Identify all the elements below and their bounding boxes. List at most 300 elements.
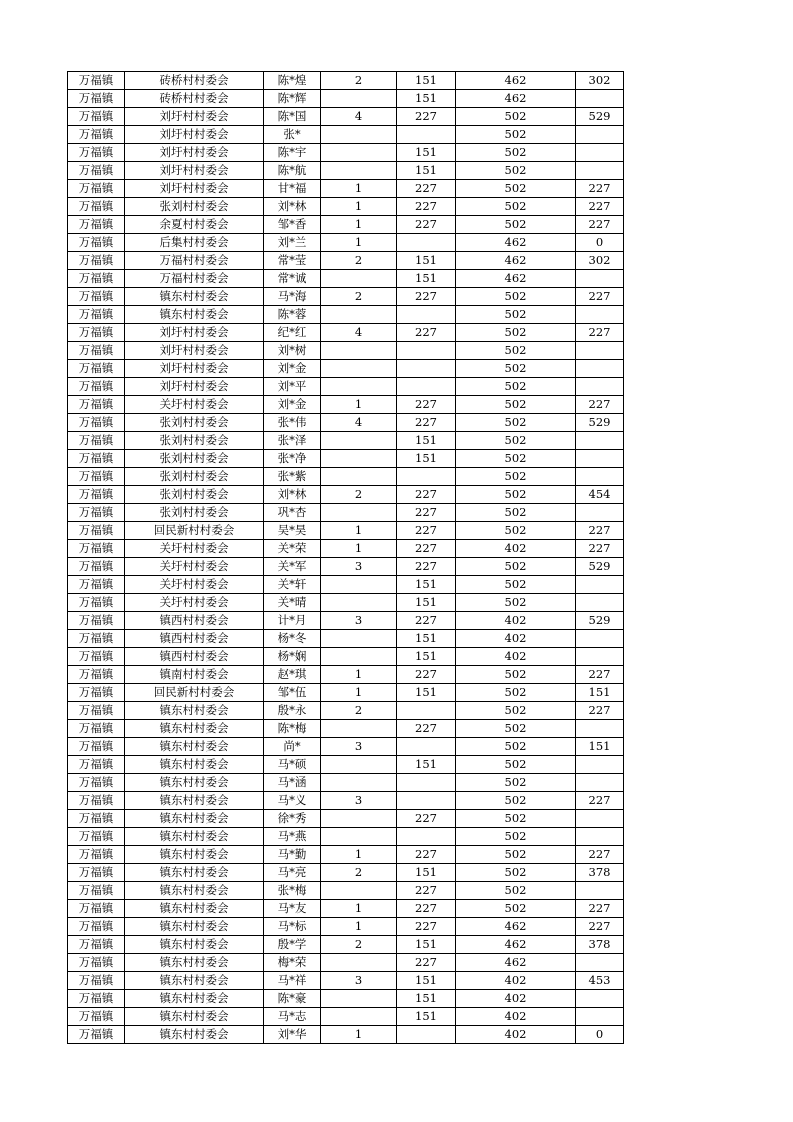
- name-cell: 马*志: [264, 1008, 321, 1026]
- amount-b-cell: 402: [456, 972, 576, 990]
- total-cell: [576, 432, 624, 450]
- household-size-cell: 4: [321, 324, 397, 342]
- amount-b-cell: 502: [456, 576, 576, 594]
- amount-a-cell: 151: [397, 72, 456, 90]
- household-size-cell: [321, 882, 397, 900]
- name-cell: 纪*红: [264, 324, 321, 342]
- amount-b-cell: 502: [456, 702, 576, 720]
- amount-b-cell: 502: [456, 450, 576, 468]
- total-cell: [576, 954, 624, 972]
- table-row: [68, 1008, 624, 1026]
- town-cell: 万福镇: [68, 468, 125, 486]
- name-cell: 殷*学: [264, 936, 321, 954]
- table-row: [68, 522, 624, 540]
- name-cell: 张*净: [264, 450, 321, 468]
- total-cell: 151: [576, 684, 624, 702]
- town-cell: 万福镇: [68, 432, 125, 450]
- amount-a-cell: 151: [397, 648, 456, 666]
- village-committee-cell: 镇东村村委会: [125, 972, 264, 990]
- name-cell: 陈*蓉: [264, 306, 321, 324]
- amount-b-cell: 462: [456, 270, 576, 288]
- amount-b-cell: 502: [456, 468, 576, 486]
- village-committee-cell: 镇西村村委会: [125, 630, 264, 648]
- amount-a-cell: 227: [397, 954, 456, 972]
- town-cell: 万福镇: [68, 396, 125, 414]
- household-size-cell: 2: [321, 936, 397, 954]
- total-cell: [576, 720, 624, 738]
- household-size-cell: [321, 756, 397, 774]
- amount-b-cell: 402: [456, 540, 576, 558]
- village-committee-cell: 镇东村村委会: [125, 864, 264, 882]
- household-size-cell: [321, 144, 397, 162]
- name-cell: 张*伟: [264, 414, 321, 432]
- table-row: [68, 378, 624, 396]
- household-size-cell: [321, 648, 397, 666]
- name-cell: 张*: [264, 126, 321, 144]
- village-committee-cell: 砖桥村村委会: [125, 90, 264, 108]
- amount-b-cell: 502: [456, 684, 576, 702]
- amount-b-cell: 502: [456, 594, 576, 612]
- village-committee-cell: 镇南村村委会: [125, 666, 264, 684]
- town-cell: 万福镇: [68, 270, 125, 288]
- name-cell: 关*晴: [264, 594, 321, 612]
- town-cell: 万福镇: [68, 540, 125, 558]
- total-cell: [576, 504, 624, 522]
- table-row: [68, 504, 624, 522]
- amount-a-cell: 151: [397, 450, 456, 468]
- village-committee-cell: 镇东村村委会: [125, 900, 264, 918]
- amount-b-cell: 402: [456, 990, 576, 1008]
- village-committee-cell: 镇东村村委会: [125, 792, 264, 810]
- household-size-cell: [321, 270, 397, 288]
- town-cell: 万福镇: [68, 792, 125, 810]
- household-size-cell: [321, 468, 397, 486]
- town-cell: 万福镇: [68, 522, 125, 540]
- name-cell: 陈*辉: [264, 90, 321, 108]
- amount-a-cell: 151: [397, 576, 456, 594]
- village-committee-cell: 关圩村村委会: [125, 540, 264, 558]
- household-size-cell: 2: [321, 252, 397, 270]
- town-cell: 万福镇: [68, 90, 125, 108]
- amount-a-cell: [397, 828, 456, 846]
- household-size-cell: 2: [321, 486, 397, 504]
- amount-a-cell: 227: [397, 108, 456, 126]
- total-cell: 302: [576, 72, 624, 90]
- amount-b-cell: 502: [456, 720, 576, 738]
- household-size-cell: [321, 306, 397, 324]
- household-size-cell: [321, 774, 397, 792]
- amount-b-cell: 502: [456, 396, 576, 414]
- amount-b-cell: 502: [456, 882, 576, 900]
- amount-b-cell: 502: [456, 810, 576, 828]
- amount-b-cell: 502: [456, 108, 576, 126]
- amount-a-cell: 151: [397, 990, 456, 1008]
- name-cell: 刘*华: [264, 1026, 321, 1044]
- town-cell: 万福镇: [68, 684, 125, 702]
- town-cell: 万福镇: [68, 612, 125, 630]
- household-size-cell: 4: [321, 108, 397, 126]
- table-row: [68, 756, 624, 774]
- amount-b-cell: 502: [456, 774, 576, 792]
- table-row: [68, 414, 624, 432]
- amount-a-cell: 227: [397, 918, 456, 936]
- town-cell: 万福镇: [68, 180, 125, 198]
- amount-b-cell: 502: [456, 828, 576, 846]
- amount-a-cell: 151: [397, 684, 456, 702]
- table-row: [68, 882, 624, 900]
- total-cell: 227: [576, 180, 624, 198]
- total-cell: 378: [576, 864, 624, 882]
- name-cell: 马*祥: [264, 972, 321, 990]
- table-row: [68, 954, 624, 972]
- total-cell: [576, 756, 624, 774]
- amount-b-cell: 502: [456, 216, 576, 234]
- name-cell: 关*轩: [264, 576, 321, 594]
- town-cell: 万福镇: [68, 324, 125, 342]
- total-cell: [576, 90, 624, 108]
- records-table-body: [68, 72, 624, 1044]
- household-size-cell: 1: [321, 666, 397, 684]
- name-cell: 陈*宇: [264, 144, 321, 162]
- village-committee-cell: 刘圩村村委会: [125, 180, 264, 198]
- village-committee-cell: 刘圩村村委会: [125, 108, 264, 126]
- town-cell: 万福镇: [68, 108, 125, 126]
- amount-a-cell: 227: [397, 666, 456, 684]
- table-row: [68, 558, 624, 576]
- table-row: [68, 216, 624, 234]
- name-cell: 巩*杏: [264, 504, 321, 522]
- household-size-cell: 3: [321, 792, 397, 810]
- village-committee-cell: 张刘村村委会: [125, 468, 264, 486]
- amount-b-cell: 502: [456, 504, 576, 522]
- village-committee-cell: 镇东村村委会: [125, 936, 264, 954]
- table-row: [68, 702, 624, 720]
- household-size-cell: [321, 432, 397, 450]
- table-row: [68, 144, 624, 162]
- town-cell: 万福镇: [68, 558, 125, 576]
- household-size-cell: 1: [321, 900, 397, 918]
- household-size-cell: 4: [321, 414, 397, 432]
- table-row: [68, 990, 624, 1008]
- town-cell: 万福镇: [68, 306, 125, 324]
- table-row: [68, 720, 624, 738]
- household-size-cell: [321, 828, 397, 846]
- total-cell: [576, 468, 624, 486]
- amount-b-cell: 402: [456, 612, 576, 630]
- total-cell: 227: [576, 324, 624, 342]
- table-row: [68, 846, 624, 864]
- household-size-cell: 1: [321, 234, 397, 252]
- village-committee-cell: 关圩村村委会: [125, 558, 264, 576]
- amount-a-cell: 151: [397, 630, 456, 648]
- amount-b-cell: 462: [456, 954, 576, 972]
- town-cell: 万福镇: [68, 576, 125, 594]
- town-cell: 万福镇: [68, 162, 125, 180]
- amount-a-cell: 151: [397, 864, 456, 882]
- town-cell: 万福镇: [68, 1026, 125, 1044]
- amount-a-cell: [397, 378, 456, 396]
- amount-b-cell: 462: [456, 90, 576, 108]
- amount-a-cell: [397, 234, 456, 252]
- household-size-cell: 3: [321, 558, 397, 576]
- amount-b-cell: 462: [456, 252, 576, 270]
- town-cell: 万福镇: [68, 900, 125, 918]
- village-committee-cell: 镇东村村委会: [125, 306, 264, 324]
- amount-a-cell: [397, 702, 456, 720]
- town-cell: 万福镇: [68, 252, 125, 270]
- household-size-cell: [321, 576, 397, 594]
- table-row: [68, 324, 624, 342]
- household-size-cell: 1: [321, 846, 397, 864]
- table-row: [68, 108, 624, 126]
- total-cell: [576, 144, 624, 162]
- amount-b-cell: 502: [456, 522, 576, 540]
- village-committee-cell: 刘圩村村委会: [125, 162, 264, 180]
- total-cell: [576, 774, 624, 792]
- amount-b-cell: 402: [456, 1008, 576, 1026]
- table-row: [68, 540, 624, 558]
- village-committee-cell: 镇西村村委会: [125, 612, 264, 630]
- village-committee-cell: 镇东村村委会: [125, 702, 264, 720]
- household-size-cell: [321, 162, 397, 180]
- total-cell: [576, 990, 624, 1008]
- total-cell: 227: [576, 198, 624, 216]
- amount-b-cell: 502: [456, 144, 576, 162]
- village-committee-cell: 镇东村村委会: [125, 756, 264, 774]
- village-committee-cell: 万福村村委会: [125, 252, 264, 270]
- town-cell: 万福镇: [68, 630, 125, 648]
- village-committee-cell: 镇东村村委会: [125, 720, 264, 738]
- total-cell: 227: [576, 216, 624, 234]
- total-cell: [576, 342, 624, 360]
- town-cell: 万福镇: [68, 972, 125, 990]
- name-cell: 马*亮: [264, 864, 321, 882]
- amount-b-cell: 502: [456, 126, 576, 144]
- village-committee-cell: 镇东村村委会: [125, 1026, 264, 1044]
- amount-a-cell: 227: [397, 198, 456, 216]
- household-size-cell: 2: [321, 288, 397, 306]
- town-cell: 万福镇: [68, 990, 125, 1008]
- village-committee-cell: 张刘村村委会: [125, 486, 264, 504]
- amount-a-cell: [397, 774, 456, 792]
- table-row: [68, 612, 624, 630]
- village-committee-cell: 张刘村村委会: [125, 504, 264, 522]
- name-cell: 陈*煌: [264, 72, 321, 90]
- name-cell: 吴*昊: [264, 522, 321, 540]
- amount-b-cell: 462: [456, 918, 576, 936]
- name-cell: 陈*梅: [264, 720, 321, 738]
- total-cell: [576, 378, 624, 396]
- amount-b-cell: 502: [456, 486, 576, 504]
- table-row: [68, 738, 624, 756]
- name-cell: 马*涵: [264, 774, 321, 792]
- town-cell: 万福镇: [68, 216, 125, 234]
- amount-b-cell: 502: [456, 792, 576, 810]
- town-cell: 万福镇: [68, 126, 125, 144]
- amount-b-cell: 502: [456, 198, 576, 216]
- amount-a-cell: [397, 126, 456, 144]
- village-committee-cell: 回民新村村委会: [125, 684, 264, 702]
- table-row: [68, 252, 624, 270]
- amount-a-cell: 151: [397, 1008, 456, 1026]
- village-committee-cell: 镇东村村委会: [125, 828, 264, 846]
- table-row: [68, 432, 624, 450]
- total-cell: 0: [576, 1026, 624, 1044]
- household-size-cell: 1: [321, 1026, 397, 1044]
- town-cell: 万福镇: [68, 486, 125, 504]
- name-cell: 常*诚: [264, 270, 321, 288]
- household-size-cell: [321, 378, 397, 396]
- total-cell: 529: [576, 108, 624, 126]
- total-cell: [576, 306, 624, 324]
- total-cell: [576, 630, 624, 648]
- total-cell: [576, 360, 624, 378]
- village-committee-cell: 后集村村委会: [125, 234, 264, 252]
- amount-a-cell: 227: [397, 900, 456, 918]
- amount-a-cell: 227: [397, 558, 456, 576]
- amount-a-cell: 227: [397, 396, 456, 414]
- name-cell: 邹*伍: [264, 684, 321, 702]
- table-row: [68, 288, 624, 306]
- village-committee-cell: 镇东村村委会: [125, 990, 264, 1008]
- amount-b-cell: 502: [456, 288, 576, 306]
- total-cell: 227: [576, 846, 624, 864]
- name-cell: 陈*豪: [264, 990, 321, 1008]
- amount-a-cell: [397, 468, 456, 486]
- amount-a-cell: [397, 342, 456, 360]
- table-row: [68, 774, 624, 792]
- amount-b-cell: 502: [456, 324, 576, 342]
- table-row: [68, 306, 624, 324]
- amount-a-cell: [397, 306, 456, 324]
- town-cell: 万福镇: [68, 1008, 125, 1026]
- table-row: [68, 396, 624, 414]
- name-cell: 张*梅: [264, 882, 321, 900]
- amount-a-cell: 151: [397, 144, 456, 162]
- total-cell: 227: [576, 918, 624, 936]
- total-cell: 529: [576, 558, 624, 576]
- amount-b-cell: 502: [456, 360, 576, 378]
- table-row: [68, 810, 624, 828]
- town-cell: 万福镇: [68, 882, 125, 900]
- total-cell: 378: [576, 936, 624, 954]
- household-size-cell: [321, 1008, 397, 1026]
- table-row: [68, 198, 624, 216]
- amount-b-cell: 502: [456, 378, 576, 396]
- name-cell: 计*月: [264, 612, 321, 630]
- amount-b-cell: 462: [456, 72, 576, 90]
- town-cell: 万福镇: [68, 72, 125, 90]
- amount-a-cell: 227: [397, 846, 456, 864]
- village-committee-cell: 万福村村委会: [125, 270, 264, 288]
- amount-a-cell: [397, 738, 456, 756]
- total-cell: 529: [576, 414, 624, 432]
- amount-b-cell: 502: [456, 414, 576, 432]
- village-committee-cell: 镇东村村委会: [125, 810, 264, 828]
- amount-b-cell: 402: [456, 648, 576, 666]
- village-committee-cell: 镇东村村委会: [125, 288, 264, 306]
- amount-a-cell: [397, 360, 456, 378]
- table-row: [68, 684, 624, 702]
- total-cell: 0: [576, 234, 624, 252]
- amount-a-cell: 227: [397, 810, 456, 828]
- name-cell: 关*荣: [264, 540, 321, 558]
- amount-a-cell: 151: [397, 252, 456, 270]
- town-cell: 万福镇: [68, 288, 125, 306]
- table-row: [68, 468, 624, 486]
- table-row: [68, 936, 624, 954]
- town-cell: 万福镇: [68, 738, 125, 756]
- amount-b-cell: 502: [456, 666, 576, 684]
- name-cell: 常*莹: [264, 252, 321, 270]
- table-row: [68, 792, 624, 810]
- household-size-cell: 2: [321, 72, 397, 90]
- household-size-cell: 1: [321, 198, 397, 216]
- town-cell: 万福镇: [68, 702, 125, 720]
- name-cell: 刘*金: [264, 360, 321, 378]
- table-row: [68, 234, 624, 252]
- table-row: [68, 270, 624, 288]
- name-cell: 刘*树: [264, 342, 321, 360]
- household-size-cell: [321, 342, 397, 360]
- household-size-cell: [321, 630, 397, 648]
- name-cell: 马*义: [264, 792, 321, 810]
- village-committee-cell: 镇东村村委会: [125, 918, 264, 936]
- total-cell: [576, 828, 624, 846]
- name-cell: 刘*兰: [264, 234, 321, 252]
- table-row: [68, 342, 624, 360]
- name-cell: 陈*国: [264, 108, 321, 126]
- table-row: [68, 630, 624, 648]
- table-row: [68, 918, 624, 936]
- amount-a-cell: 227: [397, 486, 456, 504]
- amount-b-cell: 502: [456, 846, 576, 864]
- name-cell: 张*紫: [264, 468, 321, 486]
- amount-a-cell: 151: [397, 936, 456, 954]
- name-cell: 杨*娴: [264, 648, 321, 666]
- total-cell: 529: [576, 612, 624, 630]
- table-row: [68, 648, 624, 666]
- town-cell: 万福镇: [68, 144, 125, 162]
- total-cell: [576, 576, 624, 594]
- amount-a-cell: 227: [397, 288, 456, 306]
- town-cell: 万福镇: [68, 756, 125, 774]
- town-cell: 万福镇: [68, 198, 125, 216]
- household-size-cell: 3: [321, 972, 397, 990]
- village-committee-cell: 镇东村村委会: [125, 1008, 264, 1026]
- village-committee-cell: 镇东村村委会: [125, 738, 264, 756]
- town-cell: 万福镇: [68, 414, 125, 432]
- total-cell: [576, 594, 624, 612]
- amount-b-cell: 502: [456, 180, 576, 198]
- village-committee-cell: 镇东村村委会: [125, 846, 264, 864]
- amount-a-cell: 151: [397, 972, 456, 990]
- total-cell: [576, 1008, 624, 1026]
- table-row: [68, 864, 624, 882]
- town-cell: 万福镇: [68, 342, 125, 360]
- town-cell: 万福镇: [68, 828, 125, 846]
- table-row: [68, 180, 624, 198]
- household-size-cell: [321, 126, 397, 144]
- village-committee-cell: 关圩村村委会: [125, 594, 264, 612]
- table-row: [68, 576, 624, 594]
- amount-b-cell: 502: [456, 432, 576, 450]
- town-cell: 万福镇: [68, 774, 125, 792]
- amount-b-cell: 402: [456, 630, 576, 648]
- records-table: [67, 71, 624, 1044]
- village-committee-cell: 刘圩村村委会: [125, 144, 264, 162]
- total-cell: 227: [576, 288, 624, 306]
